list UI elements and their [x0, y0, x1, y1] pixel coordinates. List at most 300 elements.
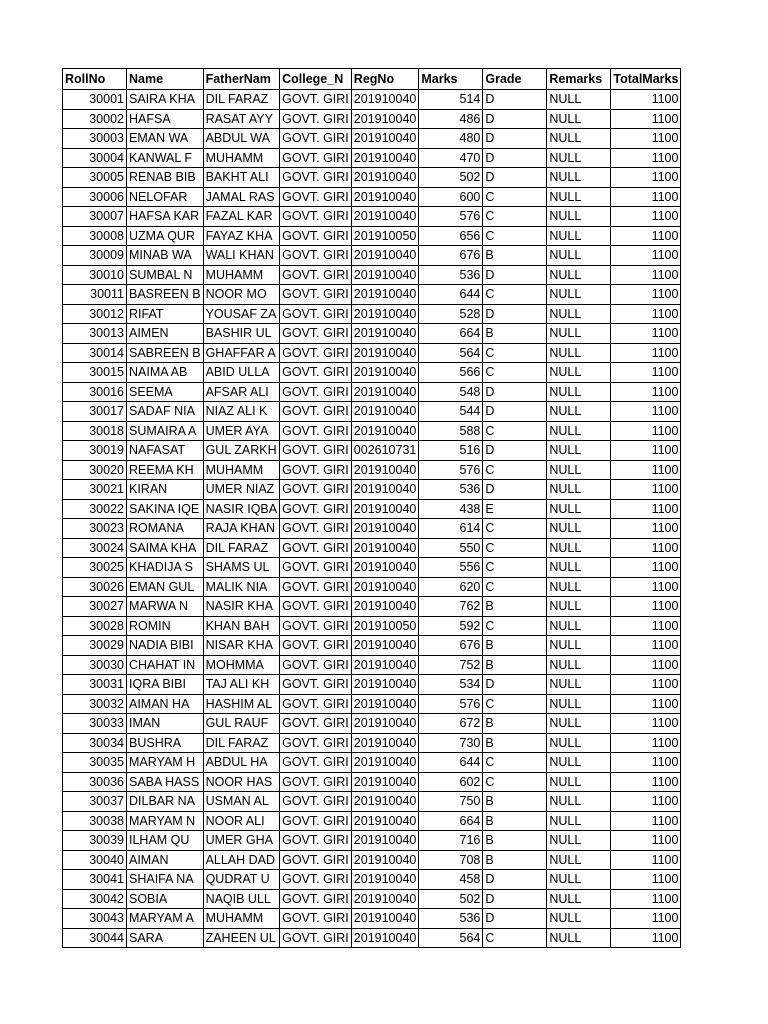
cell-rollno: 30021	[63, 480, 127, 500]
cell-remarks: NULL	[547, 285, 611, 305]
table-row	[63, 90, 681, 110]
cell-marks: 762	[419, 597, 483, 617]
table-row	[63, 870, 681, 890]
cell-remarks: NULL	[547, 792, 611, 812]
cell-fathername: NASIR IQBA	[203, 499, 280, 519]
cell-marks: 564	[419, 928, 483, 948]
cell-remarks: NULL	[547, 499, 611, 519]
cell-college: GOVT. GIRI	[280, 616, 352, 636]
cell-fathername: TAJ ALI KH	[203, 675, 280, 695]
header-regno: RegNo	[351, 69, 419, 90]
cell-grade: C	[483, 363, 547, 383]
cell-name: EMAN GUL	[127, 577, 204, 597]
cell-remarks: NULL	[547, 324, 611, 344]
cell-grade: B	[483, 714, 547, 734]
cell-remarks: NULL	[547, 772, 611, 792]
cell-remarks: NULL	[547, 870, 611, 890]
cell-totalmarks: 1100	[611, 772, 681, 792]
cell-grade: C	[483, 207, 547, 227]
cell-totalmarks: 1100	[611, 831, 681, 851]
cell-regno: 201910040	[351, 382, 419, 402]
cell-grade: D	[483, 109, 547, 129]
table-row	[63, 499, 681, 519]
cell-regno: 201910040	[351, 714, 419, 734]
table-row	[63, 616, 681, 636]
cell-totalmarks: 1100	[611, 694, 681, 714]
cell-marks: 588	[419, 421, 483, 441]
cell-remarks: NULL	[547, 909, 611, 929]
cell-college: GOVT. GIRI	[280, 168, 352, 188]
cell-remarks: NULL	[547, 480, 611, 500]
cell-remarks: NULL	[547, 129, 611, 149]
cell-regno: 201910040	[351, 597, 419, 617]
cell-regno: 201910040	[351, 909, 419, 929]
cell-college: GOVT. GIRI	[280, 499, 352, 519]
cell-grade: B	[483, 324, 547, 344]
cell-grade: E	[483, 499, 547, 519]
cell-rollno: 30041	[63, 870, 127, 890]
cell-grade: B	[483, 655, 547, 675]
cell-grade: C	[483, 753, 547, 773]
cell-grade: C	[483, 343, 547, 363]
cell-regno: 201910040	[351, 792, 419, 812]
cell-college: GOVT. GIRI	[280, 558, 352, 578]
cell-remarks: NULL	[547, 460, 611, 480]
cell-totalmarks: 1100	[611, 207, 681, 227]
table-row	[63, 265, 681, 285]
cell-fathername: MUHAMM	[203, 460, 280, 480]
cell-name: DILBAR NA	[127, 792, 204, 812]
cell-fathername: DIL FARAZ	[203, 733, 280, 753]
cell-fathername: BAKHT ALI	[203, 168, 280, 188]
cell-fathername: ALLAH DAD	[203, 850, 280, 870]
cell-name: SUMAIRA A	[127, 421, 204, 441]
cell-college: GOVT. GIRI	[280, 772, 352, 792]
cell-grade: B	[483, 597, 547, 617]
table-row	[63, 480, 681, 500]
header-college: College_N	[280, 69, 352, 90]
cell-college: GOVT. GIRI	[280, 811, 352, 831]
cell-rollno: 30001	[63, 90, 127, 110]
cell-remarks: NULL	[547, 363, 611, 383]
cell-fathername: FAYAZ KHA	[203, 226, 280, 246]
cell-fathername: GUL RAUF	[203, 714, 280, 734]
cell-marks: 644	[419, 285, 483, 305]
cell-regno: 201910040	[351, 694, 419, 714]
cell-rollno: 30044	[63, 928, 127, 948]
cell-grade: C	[483, 772, 547, 792]
cell-fathername: MOHMMA	[203, 655, 280, 675]
cell-fathername: MUHAMM	[203, 148, 280, 168]
cell-totalmarks: 1100	[611, 441, 681, 461]
table-row	[63, 246, 681, 266]
table-row	[63, 109, 681, 129]
cell-totalmarks: 1100	[611, 928, 681, 948]
cell-regno: 201910040	[351, 558, 419, 578]
cell-grade: D	[483, 909, 547, 929]
cell-college: GOVT. GIRI	[280, 909, 352, 929]
cell-rollno: 30038	[63, 811, 127, 831]
cell-totalmarks: 1100	[611, 538, 681, 558]
cell-grade: D	[483, 148, 547, 168]
cell-grade: D	[483, 304, 547, 324]
cell-totalmarks: 1100	[611, 655, 681, 675]
cell-regno: 201910040	[351, 577, 419, 597]
cell-college: GOVT. GIRI	[280, 324, 352, 344]
cell-marks: 548	[419, 382, 483, 402]
cell-college: GOVT. GIRI	[280, 831, 352, 851]
cell-totalmarks: 1100	[611, 382, 681, 402]
cell-grade: D	[483, 889, 547, 909]
cell-college: GOVT. GIRI	[280, 109, 352, 129]
cell-name: ILHAM QU	[127, 831, 204, 851]
cell-regno: 201910040	[351, 480, 419, 500]
cell-fathername: ABID ULLA	[203, 363, 280, 383]
cell-college: GOVT. GIRI	[280, 519, 352, 539]
cell-grade: B	[483, 811, 547, 831]
cell-regno: 201910040	[351, 870, 419, 890]
cell-remarks: NULL	[547, 714, 611, 734]
cell-fathername: NIAZ ALI K	[203, 402, 280, 422]
cell-fathername: NISAR KHA	[203, 636, 280, 656]
cell-regno: 201910040	[351, 285, 419, 305]
cell-regno: 201910040	[351, 636, 419, 656]
table-row	[63, 577, 681, 597]
cell-remarks: NULL	[547, 831, 611, 851]
cell-rollno: 30015	[63, 363, 127, 383]
table-row	[63, 285, 681, 305]
cell-grade: C	[483, 285, 547, 305]
cell-remarks: NULL	[547, 928, 611, 948]
cell-totalmarks: 1100	[611, 714, 681, 734]
cell-fathername: MUHAMM	[203, 265, 280, 285]
cell-rollno: 30032	[63, 694, 127, 714]
cell-remarks: NULL	[547, 519, 611, 539]
table-body	[63, 90, 681, 948]
cell-marks: 614	[419, 519, 483, 539]
cell-regno: 201910040	[351, 499, 419, 519]
cell-marks: 564	[419, 343, 483, 363]
cell-grade: D	[483, 90, 547, 110]
cell-marks: 730	[419, 733, 483, 753]
cell-marks: 602	[419, 772, 483, 792]
cell-marks: 528	[419, 304, 483, 324]
cell-remarks: NULL	[547, 597, 611, 617]
cell-college: GOVT. GIRI	[280, 538, 352, 558]
cell-name: MARWA N	[127, 597, 204, 617]
cell-fathername: NOOR ALI	[203, 811, 280, 831]
cell-marks: 656	[419, 226, 483, 246]
cell-marks: 486	[419, 109, 483, 129]
cell-remarks: NULL	[547, 90, 611, 110]
cell-regno: 201910040	[351, 460, 419, 480]
cell-regno: 201910040	[351, 831, 419, 851]
cell-totalmarks: 1100	[611, 811, 681, 831]
cell-grade: C	[483, 694, 547, 714]
cell-regno: 201910040	[351, 811, 419, 831]
cell-fathername: DIL FARAZ	[203, 538, 280, 558]
table-row	[63, 792, 681, 812]
cell-rollno: 30018	[63, 421, 127, 441]
cell-rollno: 30010	[63, 265, 127, 285]
table-row	[63, 148, 681, 168]
cell-name: SARA	[127, 928, 204, 948]
cell-totalmarks: 1100	[611, 597, 681, 617]
cell-name: AIMAN HA	[127, 694, 204, 714]
cell-regno: 201910040	[351, 928, 419, 948]
cell-marks: 750	[419, 792, 483, 812]
cell-name: MINAB WA	[127, 246, 204, 266]
cell-fathername: GHAFFAR A	[203, 343, 280, 363]
cell-name: NAFASAT	[127, 441, 204, 461]
cell-college: GOVT. GIRI	[280, 928, 352, 948]
header-marks: Marks	[419, 69, 483, 90]
cell-college: GOVT. GIRI	[280, 714, 352, 734]
cell-rollno: 30029	[63, 636, 127, 656]
cell-totalmarks: 1100	[611, 148, 681, 168]
cell-remarks: NULL	[547, 733, 611, 753]
cell-marks: 536	[419, 480, 483, 500]
cell-totalmarks: 1100	[611, 324, 681, 344]
cell-remarks: NULL	[547, 441, 611, 461]
table-row	[63, 772, 681, 792]
cell-college: GOVT. GIRI	[280, 343, 352, 363]
cell-grade: C	[483, 226, 547, 246]
cell-grade: C	[483, 519, 547, 539]
cell-totalmarks: 1100	[611, 577, 681, 597]
cell-college: GOVT. GIRI	[280, 402, 352, 422]
cell-regno: 201910050	[351, 616, 419, 636]
cell-marks: 566	[419, 363, 483, 383]
cell-marks: 676	[419, 636, 483, 656]
cell-grade: D	[483, 441, 547, 461]
table-row	[63, 343, 681, 363]
cell-regno: 201910040	[351, 421, 419, 441]
cell-name: KANWAL F	[127, 148, 204, 168]
table-row	[63, 460, 681, 480]
cell-fathername: QUDRAT U	[203, 870, 280, 890]
cell-marks: 438	[419, 499, 483, 519]
cell-college: GOVT. GIRI	[280, 226, 352, 246]
cell-regno: 201910040	[351, 363, 419, 383]
cell-college: GOVT. GIRI	[280, 753, 352, 773]
cell-name: AIMAN	[127, 850, 204, 870]
cell-remarks: NULL	[547, 207, 611, 227]
cell-remarks: NULL	[547, 226, 611, 246]
cell-marks: 716	[419, 831, 483, 851]
cell-remarks: NULL	[547, 421, 611, 441]
cell-fathername: RAJA KHAN	[203, 519, 280, 539]
cell-regno: 201910040	[351, 246, 419, 266]
cell-regno: 201910040	[351, 304, 419, 324]
table-row	[63, 421, 681, 441]
cell-marks: 672	[419, 714, 483, 734]
cell-college: GOVT. GIRI	[280, 636, 352, 656]
cell-rollno: 30007	[63, 207, 127, 227]
cell-fathername: SHAMS UL	[203, 558, 280, 578]
cell-totalmarks: 1100	[611, 109, 681, 129]
cell-grade: D	[483, 129, 547, 149]
cell-college: GOVT. GIRI	[280, 870, 352, 890]
cell-name: SHAIFA NA	[127, 870, 204, 890]
cell-college: GOVT. GIRI	[280, 421, 352, 441]
cell-grade: D	[483, 870, 547, 890]
cell-name: RENAB BIB	[127, 168, 204, 188]
cell-remarks: NULL	[547, 577, 611, 597]
cell-grade: B	[483, 733, 547, 753]
cell-rollno: 30028	[63, 616, 127, 636]
cell-fathername: NOOR MO	[203, 285, 280, 305]
table-row	[63, 811, 681, 831]
cell-rollno: 30042	[63, 889, 127, 909]
cell-marks: 470	[419, 148, 483, 168]
cell-college: GOVT. GIRI	[280, 850, 352, 870]
cell-rollno: 30016	[63, 382, 127, 402]
cell-regno: 201910040	[351, 265, 419, 285]
cell-remarks: NULL	[547, 558, 611, 578]
cell-remarks: NULL	[547, 889, 611, 909]
cell-regno: 201910040	[351, 753, 419, 773]
table-row	[63, 636, 681, 656]
cell-marks: 534	[419, 675, 483, 695]
cell-fathername: WALI KHAN	[203, 246, 280, 266]
cell-grade: D	[483, 265, 547, 285]
cell-rollno: 30025	[63, 558, 127, 578]
cell-college: GOVT. GIRI	[280, 187, 352, 207]
cell-totalmarks: 1100	[611, 733, 681, 753]
cell-totalmarks: 1100	[611, 285, 681, 305]
table-row	[63, 694, 681, 714]
cell-rollno: 30027	[63, 597, 127, 617]
cell-rollno: 30037	[63, 792, 127, 812]
cell-name: MARYAM H	[127, 753, 204, 773]
cell-regno: 201910040	[351, 109, 419, 129]
cell-marks: 592	[419, 616, 483, 636]
cell-college: GOVT. GIRI	[280, 792, 352, 812]
cell-rollno: 30034	[63, 733, 127, 753]
table-row	[63, 733, 681, 753]
cell-rollno: 30026	[63, 577, 127, 597]
cell-name: EMAN WA	[127, 129, 204, 149]
table-row	[63, 675, 681, 695]
cell-regno: 201910040	[351, 772, 419, 792]
cell-marks: 664	[419, 324, 483, 344]
cell-regno: 201910040	[351, 129, 419, 149]
cell-remarks: NULL	[547, 675, 611, 695]
cell-name: SAIMA KHA	[127, 538, 204, 558]
cell-name: RIFAT	[127, 304, 204, 324]
cell-grade: B	[483, 792, 547, 812]
header-remarks: Remarks	[547, 69, 611, 90]
cell-remarks: NULL	[547, 402, 611, 422]
cell-marks: 664	[419, 811, 483, 831]
cell-name: SADAF NIA	[127, 402, 204, 422]
cell-regno: 201910040	[351, 324, 419, 344]
header-totalmarks: TotalMarks	[611, 69, 681, 90]
cell-fathername: JAMAL RAS	[203, 187, 280, 207]
cell-grade: C	[483, 421, 547, 441]
cell-rollno: 30005	[63, 168, 127, 188]
cell-marks: 550	[419, 538, 483, 558]
table-row	[63, 402, 681, 422]
results-table	[62, 68, 681, 948]
cell-remarks: NULL	[547, 694, 611, 714]
cell-name: NELOFAR	[127, 187, 204, 207]
cell-rollno: 30039	[63, 831, 127, 851]
cell-totalmarks: 1100	[611, 265, 681, 285]
table-row	[63, 519, 681, 539]
cell-college: GOVT. GIRI	[280, 246, 352, 266]
cell-name: NADIA BIBI	[127, 636, 204, 656]
cell-rollno: 30020	[63, 460, 127, 480]
cell-remarks: NULL	[547, 343, 611, 363]
cell-totalmarks: 1100	[611, 850, 681, 870]
cell-fathername: GUL ZARKH	[203, 441, 280, 461]
cell-rollno: 30011	[63, 285, 127, 305]
cell-fathername: USMAN AL	[203, 792, 280, 812]
cell-totalmarks: 1100	[611, 909, 681, 929]
cell-name: ROMIN	[127, 616, 204, 636]
cell-totalmarks: 1100	[611, 889, 681, 909]
cell-marks: 576	[419, 694, 483, 714]
cell-college: GOVT. GIRI	[280, 207, 352, 227]
cell-grade: D	[483, 382, 547, 402]
table-row	[63, 304, 681, 324]
cell-remarks: NULL	[547, 246, 611, 266]
cell-totalmarks: 1100	[611, 616, 681, 636]
cell-grade: C	[483, 577, 547, 597]
cell-rollno: 30035	[63, 753, 127, 773]
cell-regno: 201910040	[351, 207, 419, 227]
cell-totalmarks: 1100	[611, 460, 681, 480]
cell-marks: 576	[419, 460, 483, 480]
cell-college: GOVT. GIRI	[280, 694, 352, 714]
cell-rollno: 30030	[63, 655, 127, 675]
cell-grade: B	[483, 831, 547, 851]
cell-marks: 708	[419, 850, 483, 870]
cell-fathername: FAZAL KAR	[203, 207, 280, 227]
header-grade: Grade	[483, 69, 547, 90]
cell-regno: 002610731	[351, 441, 419, 461]
table-row	[63, 129, 681, 149]
cell-marks: 544	[419, 402, 483, 422]
cell-remarks: NULL	[547, 538, 611, 558]
cell-remarks: NULL	[547, 811, 611, 831]
cell-rollno: 30033	[63, 714, 127, 734]
cell-name: SAIRA KHA	[127, 90, 204, 110]
cell-college: GOVT. GIRI	[280, 148, 352, 168]
cell-regno: 201910040	[351, 168, 419, 188]
cell-totalmarks: 1100	[611, 343, 681, 363]
cell-fathername: MALIK NIA	[203, 577, 280, 597]
cell-college: GOVT. GIRI	[280, 577, 352, 597]
cell-fathername: ABDUL WA	[203, 129, 280, 149]
cell-name: UZMA QUR	[127, 226, 204, 246]
cell-name: MARYAM N	[127, 811, 204, 831]
cell-totalmarks: 1100	[611, 246, 681, 266]
cell-college: GOVT. GIRI	[280, 597, 352, 617]
cell-rollno: 30006	[63, 187, 127, 207]
cell-college: GOVT. GIRI	[280, 265, 352, 285]
cell-college: GOVT. GIRI	[280, 441, 352, 461]
cell-fathername: RASAT AYY	[203, 109, 280, 129]
cell-rollno: 30014	[63, 343, 127, 363]
cell-fathername: DIL FARAZ	[203, 90, 280, 110]
cell-marks: 502	[419, 168, 483, 188]
cell-marks: 516	[419, 441, 483, 461]
cell-rollno: 30024	[63, 538, 127, 558]
cell-grade: B	[483, 246, 547, 266]
